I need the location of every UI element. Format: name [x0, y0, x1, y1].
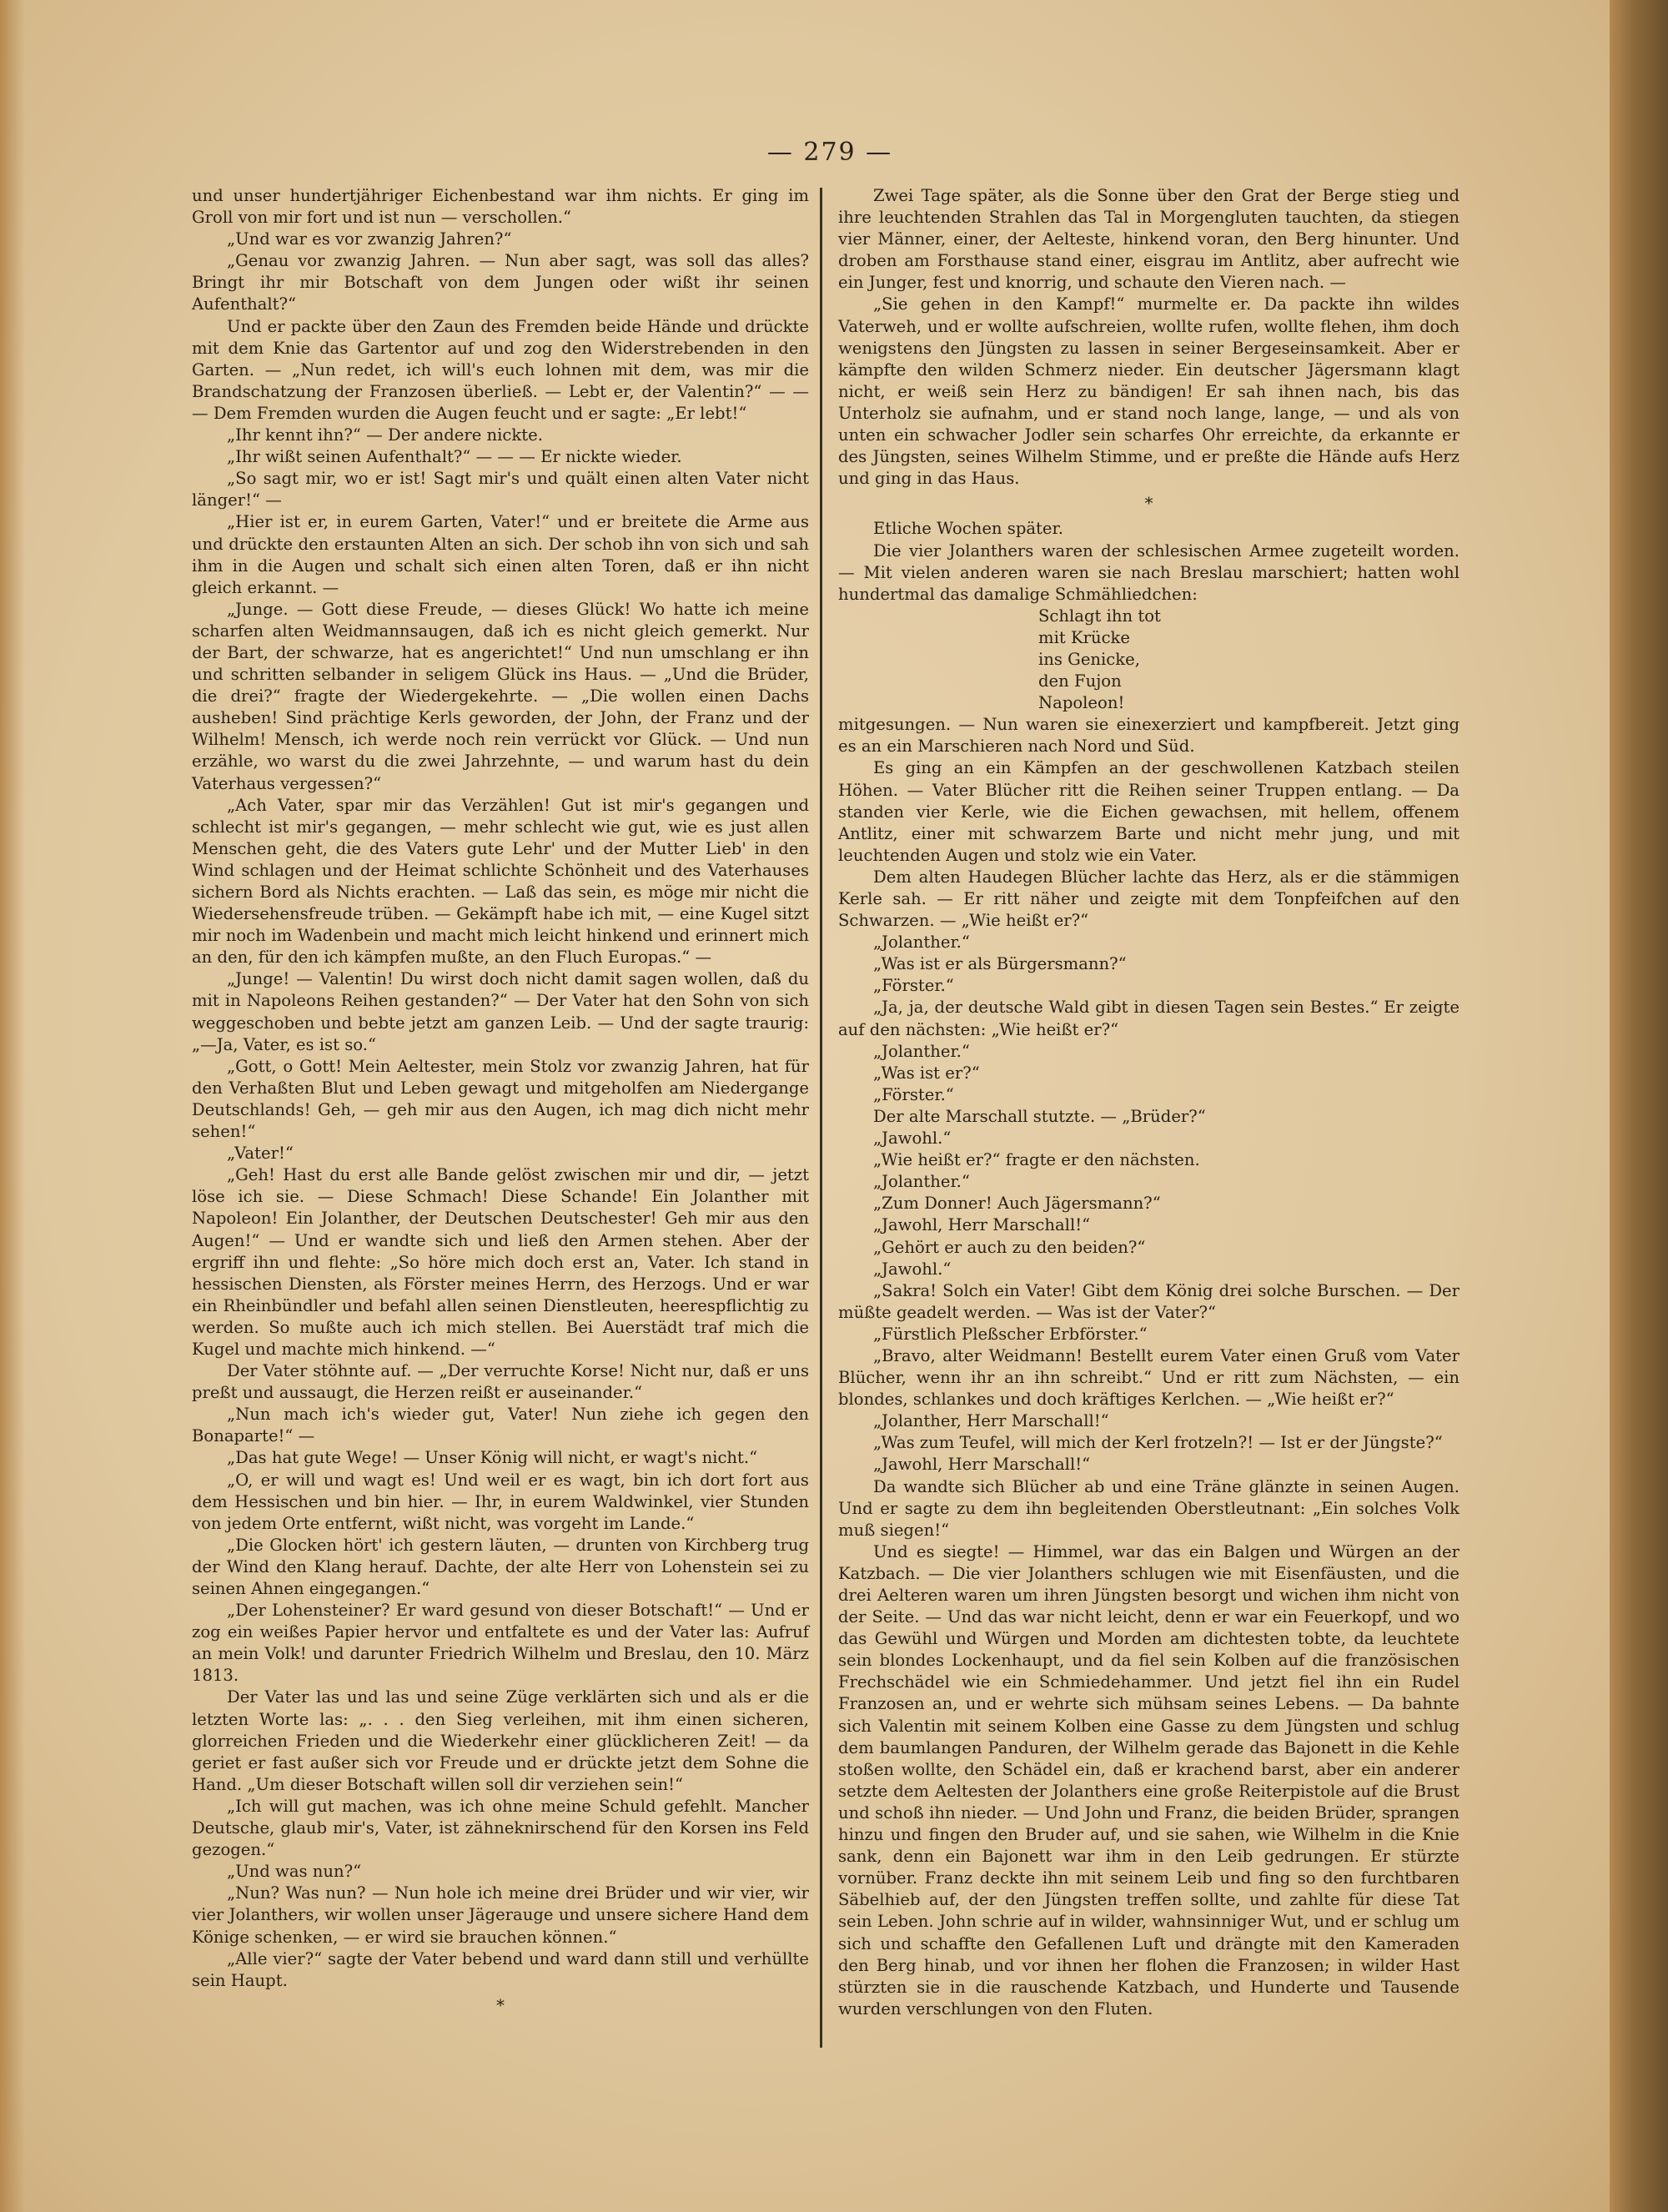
paragraph: Der alte Marschall stutzte. — „Brüder?“: [873, 1106, 1206, 1126]
paragraph: „Jolanther.“: [873, 1172, 970, 1192]
section-star: *: [496, 1995, 505, 2015]
verse-line: den Fujon: [1038, 671, 1122, 691]
paragraph: „Bravo, alter Weidmann! Bestellt eurem Vater einen Gruß vom Vater Blücher, wenn ihr an ihn schreibt.“ Und er ritt zum Nächsten, — ein blondes, schlankes und doch kräftiges Kerlchen. — „Wie heißt er?“: [838, 1345, 1460, 1410]
paragraph: „Das hat gute Wege! — Unser König will nicht, er wagt's nicht.“: [227, 1448, 758, 1468]
left-column: [192, 185, 809, 2020]
paragraph: „Förster.“: [873, 1084, 954, 1104]
paragraph: Etliche Wochen später.: [873, 519, 1063, 539]
page-edge-shadow: [0, 0, 25, 2212]
paragraph: Und er packte über den Zaun des Fremden beide Hände und drückte mit dem Knie das Gartentor auf und zog den Widerstrebenden in den Garten. — „Nun redet, ich will's euch lohnen mit dem, was mir die Brandschatzung der Franzosen überließ. — Lebt er, der Valentin?“ — — — Dem Fremden wurden die Augen feucht und er sagte: „Er lebt!“: [192, 316, 809, 423]
paragraph: „Gott, o Gott! Mein Aeltester, mein Stolz vor zwanzig Jahren, hat für den Verhaßten Blut und Leben gewagt und mitgeholfen am Niedergange Deutschlands! Geh, — geh mir aus den Augen, ich mag dich nicht mehr sehen!“: [192, 1056, 809, 1142]
binding-edge: [1610, 0, 1668, 2212]
paragraph: „Und was nun?“: [227, 1862, 362, 1882]
paragraph: Dem alten Haudegen Blücher lachte das Herz, als er die stämmigen Kerle sah. — Er ritt näher und zeigte mit dem Tonpfeifchen auf den Schwarzen. — „Wie heißt er?“: [838, 867, 1460, 931]
paragraph: Der Vater stöhnte auf. — „Der verruchte Korse! Nicht nur, daß er uns preßt und aussaugt, die Herzen reißt er auseinander.“: [192, 1361, 809, 1403]
paragraph: und unser hundertjähriger Eichenbestand war ihm nichts. Er ging im Groll von mir fort und ist nun — verschollen.“: [192, 186, 809, 228]
verse-line: mit Krücke: [1038, 627, 1131, 647]
paragraph: „Zum Donner! Auch Jägersmann?“: [873, 1194, 1161, 1214]
paragraph: „Jawohl.“: [873, 1259, 952, 1279]
song-verse: [838, 606, 1460, 714]
paragraph: „Ach Vater, spar mir das Verzählen! Gut ist mir's gegangen und schlecht ist mir's gegangen, — mehr schlecht wie gut, wie es just allen Menschen geht, die des Vaters gute Lehr' und der Mutter Lieb' in den Wind schlagen und der Heimat schlichte Schönheit und des Vaterhauses sichern Bord als Nichts erachten. — Laß das sein, es möge mir nicht die Wiedersehensfreude trüben. — Gekämpft habe ich mit, — eine Kugel sitzt mir noch im Wadenbein und macht mich leicht hinkend und erinnert mich an den, für den ich kämpfen mußte, an den Fluch Europas.“ —: [192, 795, 809, 968]
paragraph: „Hier ist er, in eurem Garten, Vater!“ und er breitete die Arme aus und drückte den erstaunten Alten an sich. Der schob ihn von sich und sah ihm in die Augen und schalt sich einen alten Toren, daß er ihn nicht gleich erkannt. —: [192, 512, 809, 597]
paragraph: „Die Glocken hört' ich gestern läuten, — drunten von Kirchberg trug der Wind den Klang herauf. Dachte, der alte Herr von Lohenstein sei zu seinen Ahnen eingegangen.“: [192, 1535, 809, 1598]
paragraph: Da wandte sich Blücher ab und eine Träne glänzte in seinen Augen. Und er sagte zu dem ihn begleitenden Oberstleutnant: „Ein solches Volk muß siegen!“: [838, 1476, 1460, 1540]
paragraph: „Ich will gut machen, was ich ohne meine Schuld gefehlt. Mancher Deutsche, glaub mir's, Vater, ist zähneknirschend für den Korsen ins Feld gezogen.“: [192, 1796, 809, 1860]
paragraph: „Jawohl.“: [873, 1129, 952, 1149]
section-star: *: [1144, 494, 1153, 514]
paragraph: Die vier Jolanthers waren der schlesischen Armee zugeteilt worden. — Mit vielen anderen waren sie nach Breslau marschiert; hatten wohl hundertmal das damalige Schmähliedchen:: [838, 540, 1460, 604]
paragraph: „Genau vor zwanzig Jahren. — Nun aber sagt, was soll das alles? Bringt ihr mir Botschaft von dem Jungen oder wißt ihr seinen Aufenthalt?“: [192, 251, 809, 314]
paragraph: Zwei Tage später, als die Sonne über den Grat der Berge stieg und ihre leuchtenden Strahlen das Tal in Morgengluten tauchten, da stiegen vier Männer, einer, der Aelteste, hinkend voran, den Berg hinunter. Und droben am Forsthause stand einer, eisgrau im Antlitz, aber aufrecht wie ein Junger, fest und knorrig, und schaute den Vieren nach. —: [838, 186, 1460, 293]
paragraph: „Ihr wißt seinen Aufenthalt?“ — — — Er nickte wieder.: [227, 447, 682, 467]
verse-line: Napoleon!: [1038, 693, 1125, 713]
paragraph: „Jawohl, Herr Marschall!“: [873, 1215, 1091, 1235]
verse-line: Schlagt ihn tot: [1038, 606, 1161, 626]
paragraph: „Der Lohensteiner? Er ward gesund von dieser Botschaft!“ — Und er zog ein weißes Papier hervor und entfaltete es und der Vater las: Aufruf an mein Volk! und darunter Friedrich Wilhelm und Breslau, den 10. März 1813.: [192, 1601, 809, 1686]
paragraph: „Geh! Hast du erst alle Bande gelöst zwischen mir und dir, — jetzt löse ich sie. — Diese Schmach! Diese Schande! Ein Jolanther mit Napoleon! Ein Jolanther, der Deutschen Deutschester! Geh mir aus den Augen!“ — Und er wandte sich und ließ den Armen stehen. Aber der ergriff ihn und flehte: „So höre mich doch erst an, Vater. Ich stand in hessischen Diensten, als Förster meines Herrn, des Herzogs. Und er war ein Rheinbündler und befahl allen seinen Dienstleuten, heerespflichtig zu werden. So mußte auch ich mich stellen. Bei Auerstädt traf mich die Kugel und machte mich hinkend. —“: [192, 1165, 809, 1359]
verse-line: ins Genicke,: [1038, 649, 1140, 669]
paragraph: „O, er will und wagt es! Und weil er es wagt, bin ich dort fort aus dem Hessischen und bin hier. — Ihr, in eurem Waldwinkel, vier Stunden von jedem Orte entfernt, wißt nicht, was vorgeht im Lande.“: [192, 1470, 809, 1533]
paragraph: „Und war es vor zwanzig Jahren?“: [227, 229, 512, 249]
paragraph: „Junge. — Gott diese Freude, — dieses Glück! Wo hatte ich meine scharfen alten Weidmannsaugen, daß ich es nicht gleich gemerkt. Nur der Bart, der schwarze, hat es angerichtet!“ Und nun umschlang er ihn und schritten selbander in seligem Glück ins Haus. — „Und die Brüder, die drei?“ fragte der Wiedergekehrte. — „Die wollen einen Dachs ausheben! Sind prächtige Kerls geworden, der John, der Franz und der Wilhelm! Mensch, ich werde noch rein verrückt vor Glück. — Und nun erzähle, wo warst du die zwei Jahrzehnte, — und warum hast du dein Vaterhaus vergessen?“: [192, 599, 809, 793]
paragraph: „Jolanther.“: [873, 1041, 970, 1061]
paragraph: „Förster.“: [873, 976, 954, 996]
paragraph: „Gehört er auch zu den beiden?“: [873, 1237, 1146, 1257]
paragraph: „Ihr kennt ihn?“ — Der andere nickte.: [227, 425, 543, 445]
right-column: [838, 185, 1460, 2020]
paragraph: „Ja, ja, der deutsche Wald gibt in diesen Tagen sein Bestes.“ Er zeigte auf den nächsten: „Wie heißt er?“: [838, 998, 1460, 1039]
page-number: — 279 —: [766, 138, 893, 167]
paragraph: „Sie gehen in den Kampf!“ murmelte er. Da packte ihn wildes Vaterweh, und er wollte aufschreien, wollte rufen, wollte flehen, ihm doch wenigstens den Jüngsten zu lassen in seiner Bergeseinsamkeit. Aber er kämpfte den wilden Schmerz nieder. Ein deutscher Jägersmann klagt nicht, er weiß sein Herz zu bändigen! Er sah ihnen nach, bis das Unterholz sie aufnahm, und er stand noch lange, lange, — und als von unten ein schwacher Jodler sein scharfes Ohr erreichte, da erkannte er des Jüngsten, seines Wilhelm Stimme, und er preßte die Hände aufs Herz und ging in das Haus.: [838, 294, 1460, 489]
paragraph: „Junge! — Valentin! Du wirst doch nicht damit sagen wollen, daß du mit in Napoleons Reihen gestanden?“ — Der Vater hat den Sohn von sich weggeschoben und bebte jetzt am ganzen Leib. — Und der sagte traurig: „—Ja, Vater, es ist so.“: [192, 969, 809, 1054]
paragraph: „Was zum Teufel, will mich der Kerl frotzeln?! — Ist er der Jüngste?“: [873, 1433, 1443, 1453]
paragraph: „Alle vier?“ sagte der Vater bebend und ward dann still und verhüllte sein Haupt.: [192, 1948, 809, 1990]
column-divider: [820, 188, 822, 2048]
paragraph: Und es siegte! — Himmel, war das ein Balgen und Würgen an der Katzbach. — Die vier Jolanthers schlugen wie mit Eisenfäusten, und die drei Aelteren waren um ihren Jüngsten besorgt und wichen ihm nicht von der Seite. — Und das war nicht leicht, denn er war ein Feuerkopf, und wo das Gewühl und Würgen und Morden am dichtesten tobte, da leuchtete sein blondes Lockenhaupt, und da fiel sein Kolben auf die französischen Frechschädel wie ein Schmiedehammer. Und jetzt fiel ihn ein Rudel Franzosen an, und er wehrte sich mühsam seines Lebens. — Da bahnte sich Valentin mit seinem Kolben eine Gasse zu dem Jüngsten und schlug dem baumlangen Panduren, der Wilhelm gerade das Bajonett in die Kehle stoßen wollte, den Schädel ein, daß er krachend barst, aber ein anderer setzte dem Aeltesten der Jolanthers eine große Reiterpistole auf die Brust und schoß ihn nieder. — Und John und Franz, die beiden Brüder, sprangen hinzu und fingen den Bruder auf, und sie sahen, wie Wilhelm in die Knie sank, denn ein Bajonett war ihm in den Leib gedrungen. Er stürzte vornüber. Franz deckte ihn mit seinem Leib und fing so den furchtbaren Säbelhieb auf, der den Jüngsten treffen sollte, und zahlte für diese Tat sein Leben. John schrie auf in wilder, wahnsinniger Wut, und er schlug um sich und schaffte den Gefallenen Luft und drängte mit den Kameraden den Berg hinab, und vor ihnen her flohen die Franzosen; in wilder Hast stürzten sie in die rauschende Katzbach, und Hunderte und Tausende wurden verschlungen von den Fluten.: [838, 1541, 1460, 2018]
paragraph: „Jolanther.“: [873, 933, 970, 953]
paragraph: „Sakra! Solch ein Vater! Gibt dem König drei solche Burschen. — Der müßte geadelt werden. — Was ist der Vater?“: [838, 1280, 1460, 1322]
paragraph: Es ging an ein Kämpfen an der geschwollenen Katzbach steilen Höhen. — Vater Blücher ritt die Reihen seiner Truppen entlang. — Da standen vier Kerle, wie die Eichen gewachsen, mit hellem, offenem Antlitz, einer mit schwarzem Barte und nicht mehr jung, und mit leuchtenden Augen und stolz wie ein Vater.: [838, 758, 1460, 865]
paragraph: „So sagt mir, wo er ist! Sagt mir's und quält einen alten Vater nicht länger!“ —: [192, 469, 809, 510]
paragraph: „Jawohl, Herr Marschall!“: [873, 1455, 1091, 1475]
paragraph: „Nun mach ich's wieder gut, Vater! Nun ziehe ich gegen den Bonaparte!“ —: [192, 1405, 809, 1446]
paragraph: „Wie heißt er?“ fragte er den nächsten.: [873, 1150, 1200, 1170]
paragraph: „Was ist er?“: [873, 1063, 980, 1083]
paragraph: mitgesungen. — Nun waren sie einexerziert und kampfbereit. Jetzt ging es an ein Marschieren nach Nord und Süd.: [838, 715, 1460, 757]
paragraph: „Was ist er als Bürgersmann?“: [873, 954, 1127, 974]
paragraph: „Nun? Was nun? — Nun hole ich meine drei Brüder und wir vier, wir vier Jolanthers, wir wollen unser Jägerauge und unsere sichere Hand dem Könige schenken, — er wird sie brauchen können.“: [192, 1883, 809, 1947]
paragraph: Der Vater las und las und seine Züge verklärten sich und als er die letzten Worte las: „. . . den Sieg verleihen, mit ihm einen sicheren, glorreichen Frieden und die Wiederkehr einer glücklicheren Zeit! — da geriet er fast außer sich vor Freude und er drückte jetzt dem Sohne die Hand. „Um dieser Botschaft willen soll dir verziehen sein!“: [192, 1687, 809, 1794]
paragraph: „Jolanther, Herr Marschall!“: [873, 1411, 1109, 1431]
paragraph: „Vater!“: [227, 1144, 294, 1164]
paragraph: „Fürstlich Pleßscher Erbförster.“: [873, 1324, 1148, 1344]
